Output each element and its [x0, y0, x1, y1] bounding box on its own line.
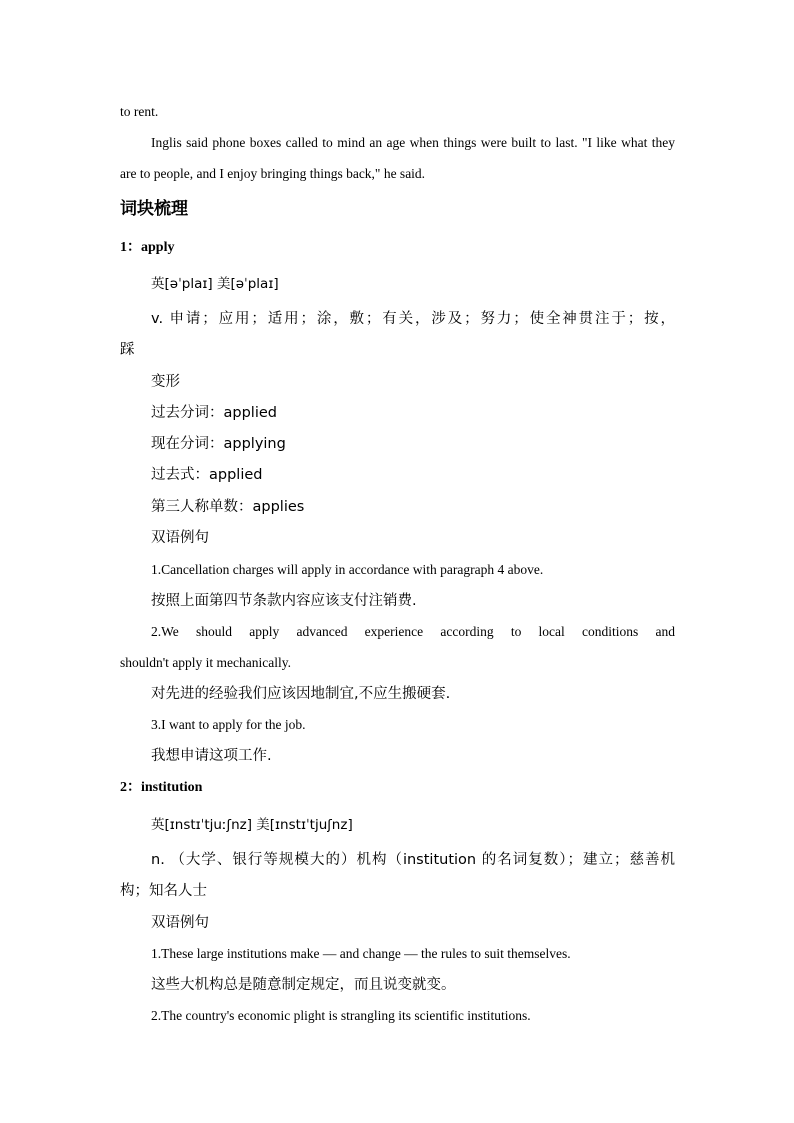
- passage-line: Inglis said phone boxes called to mind an age when things were built to last. "I like what they: [151, 135, 675, 150]
- forms-label: 变形: [151, 374, 180, 390]
- form-past-participle: 过去分词：applied: [151, 405, 277, 421]
- passage-line: to rent.: [120, 104, 159, 119]
- example-en: 2.The country's economic plight is strangling its scientific institutions.: [151, 1008, 531, 1023]
- form-past-tense: 过去式：applied: [151, 467, 263, 483]
- example-cn: 按照上面第四节条款内容应该支付注销费.: [151, 593, 417, 609]
- example-en: 3.I want to apply for the job.: [151, 717, 306, 732]
- example-en: 2.We should apply advanced experience according to local conditions and: [151, 624, 675, 639]
- phonetic: 英[ɪnstɪˈtjuːʃnz] 美[ɪnstɪˈtjuʃnz]: [151, 817, 353, 833]
- example-cn: 这些大机构总是随意制定规定，而且说变就变。: [151, 977, 456, 993]
- definition-continued: 踩: [120, 342, 135, 358]
- examples-label: 双语例句: [151, 915, 209, 931]
- example-en: 1.Cancellation charges will apply in accordance with paragraph 4 above.: [151, 562, 544, 577]
- passage-line: are to people, and I enjoy bringing things back," he said.: [120, 166, 426, 181]
- definition-continued: 构；知名人士: [120, 883, 207, 899]
- example-cn: 对先进的经验我们应该因地制宜,不应生搬硬套.: [151, 686, 451, 702]
- example-en: shouldn't apply it mechanically.: [120, 655, 292, 670]
- section-title: 词块梳理: [120, 199, 188, 219]
- entry-heading: 2：institution: [120, 780, 203, 795]
- form-present-participle: 现在分词：applying: [151, 436, 286, 452]
- examples-label: 双语例句: [151, 530, 209, 546]
- example-en: 1.These large institutions make — and change — the rules to suit themselves.: [151, 946, 571, 961]
- example-cn: 我想申请这项工作.: [151, 748, 272, 764]
- entry-heading: 1：apply: [120, 240, 175, 255]
- definition: v. 申请；应用；适用；涂，敷；有关，涉及；努力；使全神贯注于；按，: [151, 311, 675, 327]
- phonetic: 英[əˈplaɪ] 美[əˈplaɪ]: [151, 276, 279, 292]
- definition: n. （大学、银行等规模大的）机构（institution 的名词复数）；建立；慈善机: [151, 852, 675, 868]
- form-third-person: 第三人称单数：applies: [151, 499, 305, 515]
